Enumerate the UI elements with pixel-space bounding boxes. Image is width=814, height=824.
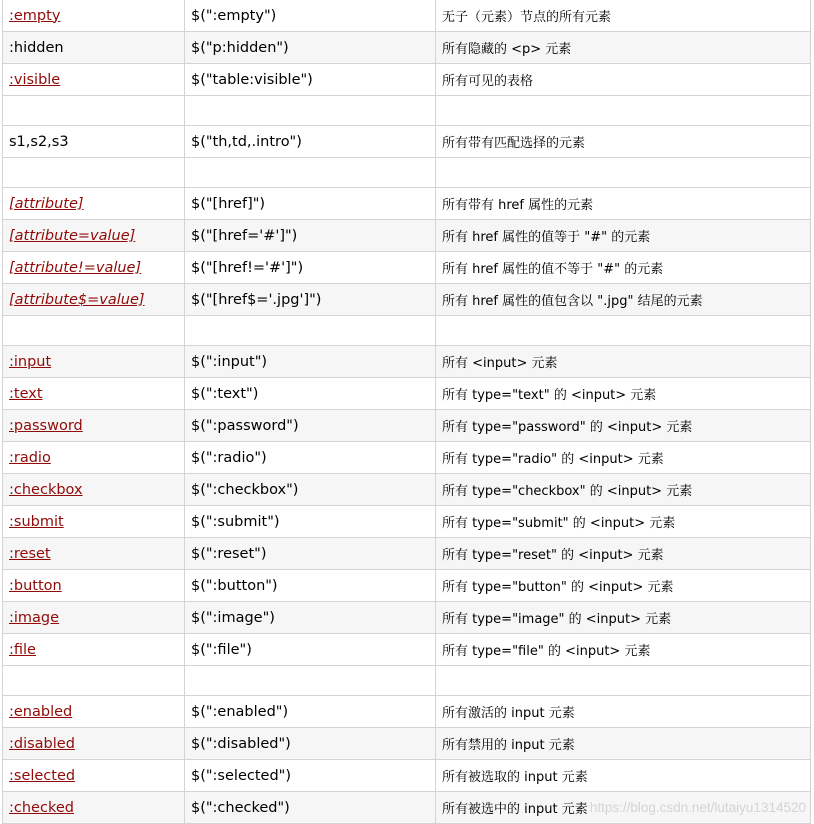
description-cell: 所有 href 属性的值等于 "#" 的元素 [436, 220, 811, 252]
selector-cell[interactable] [3, 792, 185, 824]
selector-cell[interactable] [3, 634, 185, 666]
description-cell: 所有带有 href 属性的元素 [436, 188, 811, 220]
table-row [3, 410, 811, 442]
selector-link[interactable]: [attribute!=value] [9, 259, 142, 276]
table-row [3, 284, 811, 316]
empty-cell [436, 96, 811, 126]
description-cell: 所有禁用的 input 元素 [436, 728, 811, 760]
table-row [3, 32, 811, 64]
table-row [3, 220, 811, 252]
description-cell: 所有 type="submit" 的 <input> 元素 [436, 506, 811, 538]
table-row [3, 728, 811, 760]
example-cell: $(":disabled") [185, 728, 436, 760]
description-cell: 无子（元素）节点的所有元素 [436, 0, 811, 32]
table-body [3, 0, 811, 824]
selector-cell[interactable] [3, 760, 185, 792]
selector-link[interactable]: :radio [9, 449, 51, 466]
table-row [3, 760, 811, 792]
selector-cell[interactable] [3, 538, 185, 570]
selector-text: :hidden [9, 39, 64, 56]
description-cell: 所有 type="file" 的 <input> 元素 [436, 634, 811, 666]
description-cell: 所有 type="button" 的 <input> 元素 [436, 570, 811, 602]
table-row-spacer [3, 666, 811, 696]
table-row [3, 696, 811, 728]
selector-link[interactable]: :input [9, 353, 52, 370]
example-cell: $(":input") [185, 346, 436, 378]
selector-cell[interactable] [3, 220, 185, 252]
selector-link[interactable]: :enabled [9, 703, 73, 720]
description-cell: 所有可见的表格 [436, 64, 811, 96]
empty-cell [3, 666, 185, 696]
example-cell: $(":enabled") [185, 696, 436, 728]
description-cell: 所有被选取的 input 元素 [436, 760, 811, 792]
example-cell: $(":radio") [185, 442, 436, 474]
table-row [3, 188, 811, 220]
example-cell: $(":submit") [185, 506, 436, 538]
selector-cell[interactable] [3, 728, 185, 760]
description-cell: 所有 type="reset" 的 <input> 元素 [436, 538, 811, 570]
table-row [3, 634, 811, 666]
selector-link[interactable]: :image [9, 609, 60, 626]
example-cell: $("[href]") [185, 188, 436, 220]
empty-cell [3, 158, 185, 188]
selector-link[interactable]: :button [9, 577, 62, 594]
empty-cell [3, 316, 185, 346]
selector-cell [3, 126, 185, 158]
empty-cell [185, 666, 436, 696]
table-row [3, 346, 811, 378]
watermark: https://blog.csdn.net/lutaiyu1314520 [589, 800, 806, 815]
example-cell: $("p:hidden") [185, 32, 436, 64]
selector-link[interactable]: [attribute=value] [9, 227, 136, 244]
example-cell: $("[href!='#']") [185, 252, 436, 284]
description-cell: 所有 type="password" 的 <input> 元素 [436, 410, 811, 442]
selector-link[interactable]: :text [9, 385, 43, 402]
description-cell: 所有 href 属性的值包含以 ".jpg" 结尾的元素 [436, 284, 811, 316]
selector-cell[interactable] [3, 442, 185, 474]
table-row [3, 64, 811, 96]
selector-link[interactable]: :submit [9, 513, 64, 530]
example-cell: $("[href$='.jpg']") [185, 284, 436, 316]
table-row [3, 252, 811, 284]
selector-text: s1,s2,s3 [9, 133, 69, 150]
example-cell: $("[href='#']") [185, 220, 436, 252]
selector-link[interactable]: :checkbox [9, 481, 83, 498]
example-cell: $(":text") [185, 378, 436, 410]
selector-cell[interactable] [3, 570, 185, 602]
selector-link[interactable]: :checked [9, 799, 74, 816]
description-cell: 所有 type="checkbox" 的 <input> 元素 [436, 474, 811, 506]
selector-cell[interactable] [3, 64, 185, 96]
selector-cell[interactable] [3, 696, 185, 728]
example-cell: $(":checkbox") [185, 474, 436, 506]
example-cell: $(":reset") [185, 538, 436, 570]
selector-cell[interactable] [3, 346, 185, 378]
empty-cell [436, 666, 811, 696]
empty-cell [436, 158, 811, 188]
table-row [3, 792, 811, 824]
selector-link[interactable]: :password [9, 417, 83, 434]
description-cell: 所有被选中的 input 元素 [436, 792, 811, 824]
description-cell: 所有 type="radio" 的 <input> 元素 [436, 442, 811, 474]
empty-cell [436, 316, 811, 346]
selector-cell[interactable] [3, 506, 185, 538]
example-cell: $("table:visible") [185, 64, 436, 96]
example-cell: $(":selected") [185, 760, 436, 792]
example-cell: $(":file") [185, 634, 436, 666]
selector-cell [3, 32, 185, 64]
selector-link[interactable]: :disabled [9, 735, 75, 752]
description-cell: 所有带有匹配选择的元素 [436, 126, 811, 158]
selector-link[interactable]: [attribute$=value] [9, 291, 145, 308]
table-row [3, 506, 811, 538]
example-cell: $(":button") [185, 570, 436, 602]
table-row [3, 0, 811, 32]
description-cell: 所有 type="text" 的 <input> 元素 [436, 378, 811, 410]
selector-link[interactable]: :file [9, 641, 36, 658]
description-cell: 所有激活的 input 元素 [436, 696, 811, 728]
table-row-spacer [3, 316, 811, 346]
selector-cell[interactable] [3, 252, 185, 284]
empty-cell [185, 96, 436, 126]
selector-link[interactable]: :empty [9, 7, 61, 24]
description-cell: 所有 <input> 元素 [436, 346, 811, 378]
selector-link[interactable]: [attribute] [9, 195, 84, 212]
table-row [3, 126, 811, 158]
selector-cell[interactable] [3, 410, 185, 442]
selector-cell[interactable] [3, 602, 185, 634]
selector-cell[interactable] [3, 284, 185, 316]
description-cell: 所有 href 属性的值不等于 "#" 的元素 [436, 252, 811, 284]
selector-link[interactable]: :visible [9, 71, 61, 88]
table-row [3, 378, 811, 410]
example-cell: $(":checked") [185, 792, 436, 824]
selector-reference-table [2, 0, 811, 824]
empty-cell [185, 316, 436, 346]
table-row [3, 474, 811, 506]
empty-cell [185, 158, 436, 188]
table-row [3, 570, 811, 602]
description-cell: 所有隐藏的 <p> 元素 [436, 32, 811, 64]
table-row [3, 602, 811, 634]
table-row-spacer [3, 158, 811, 188]
description-cell: 所有 type="image" 的 <input> 元素 [436, 602, 811, 634]
selector-link[interactable]: :selected [9, 767, 76, 784]
table-row [3, 538, 811, 570]
selector-cell[interactable] [3, 0, 185, 32]
empty-cell [3, 96, 185, 126]
selector-cell[interactable] [3, 378, 185, 410]
example-cell: $(":empty") [185, 0, 436, 32]
selector-link[interactable]: :reset [9, 545, 51, 562]
example-cell: $("th,td,.intro") [185, 126, 436, 158]
selector-cell[interactable] [3, 474, 185, 506]
table-row [3, 442, 811, 474]
example-cell: $(":password") [185, 410, 436, 442]
selector-cell[interactable] [3, 188, 185, 220]
table-row-spacer [3, 96, 811, 126]
example-cell: $(":image") [185, 602, 436, 634]
